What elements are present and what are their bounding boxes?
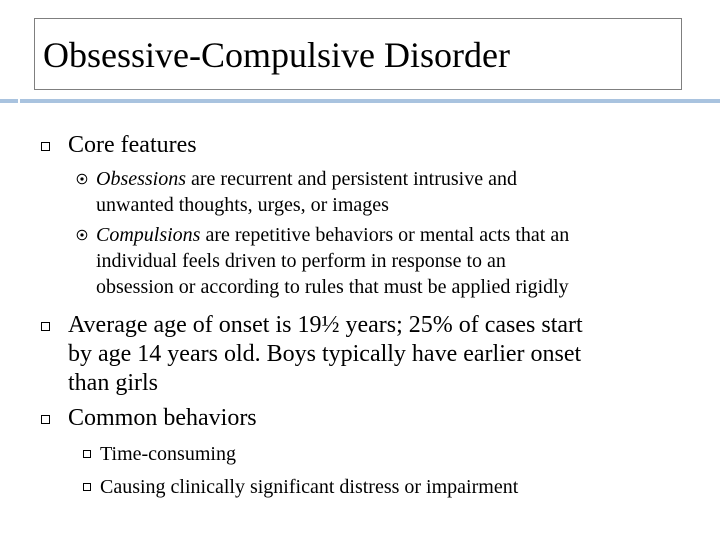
title-box (34, 18, 682, 90)
behavior-time-consuming: Time-consuming (100, 443, 236, 465)
hollow-square-icon (41, 322, 50, 331)
target-icon (76, 173, 88, 185)
subitem-obsessions (96, 166, 517, 192)
compulsions-line2: individual feels driven to perform in response to an (96, 250, 506, 272)
onset-line1: Average age of onset is 19½ years; 25% of cases start (68, 312, 583, 338)
obsessions-line1: are recurrent and persistent intrusive and (186, 168, 517, 190)
hollow-square-icon (41, 415, 50, 424)
onset-line2: by age 14 years old. Boys typically have earlier onset (68, 341, 582, 367)
bullet-core-features: Core features (68, 132, 197, 158)
hollow-square-icon (41, 142, 50, 151)
compulsions-line1: are repetitive behaviors or mental acts that an (200, 224, 570, 246)
obsessions-line2: unwanted thoughts, urges, or images (96, 194, 389, 216)
behavior-distress: Causing clinically significant distress or impairment (100, 476, 519, 498)
accent-bar (0, 99, 720, 103)
compulsions-line3: obsession or according to rules that must be applied rigidly (96, 276, 569, 298)
hollow-square-icon (83, 450, 91, 458)
slide-title: Obsessive-Compulsive Disorder (43, 35, 510, 75)
onset-line3: than girls (68, 370, 158, 396)
accent-bar-divider (18, 99, 20, 103)
bullet-common-behaviors: Common behaviors (68, 405, 257, 431)
term-obsessions: Obsessions (96, 168, 187, 190)
hollow-square-icon (83, 483, 91, 491)
term-compulsions: Compulsions (96, 224, 201, 246)
target-icon (76, 229, 88, 241)
subitem-compulsions (96, 222, 569, 248)
